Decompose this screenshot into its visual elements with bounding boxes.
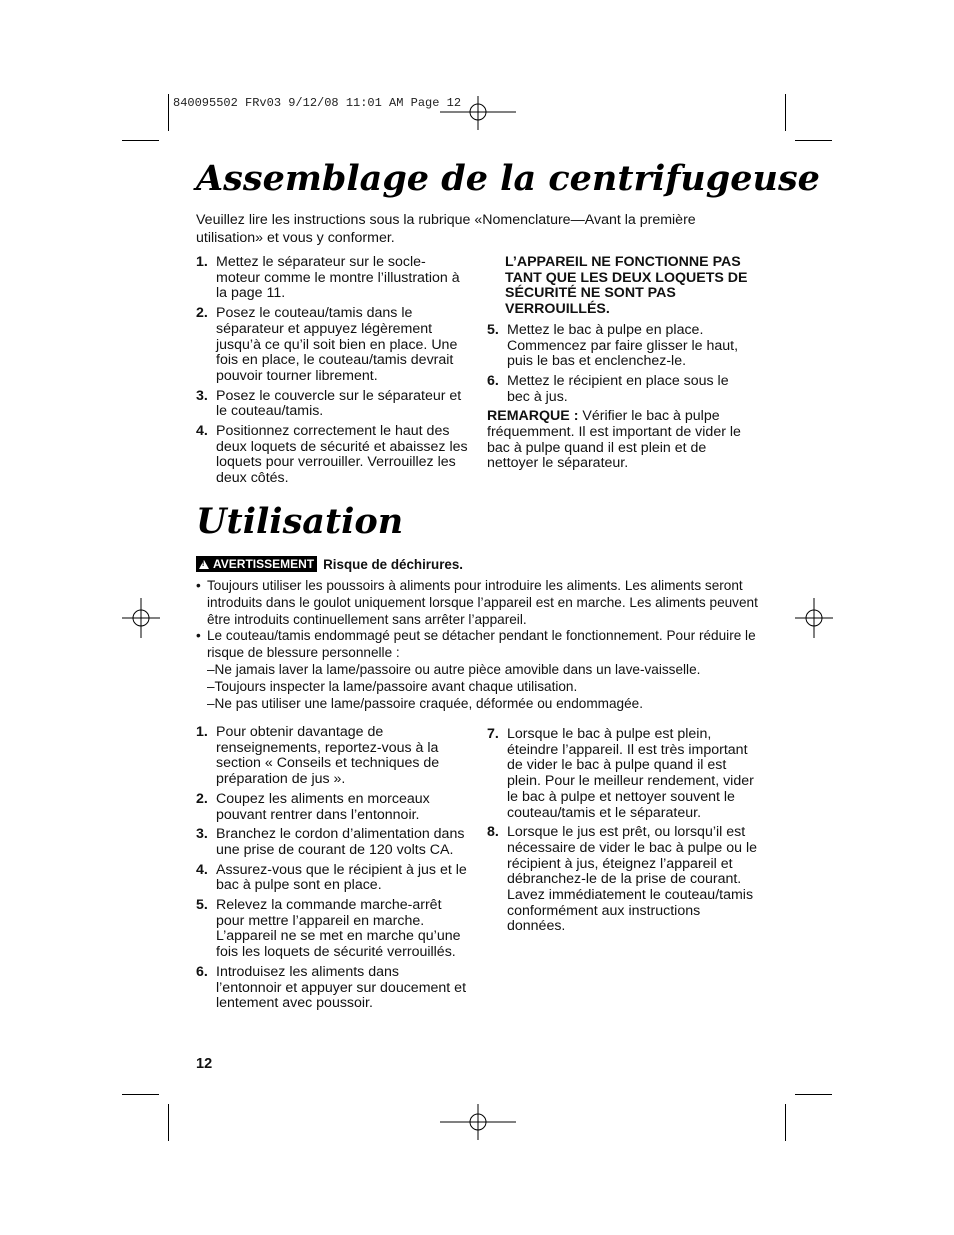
step-item <box>196 306 468 385</box>
step-number: 3. <box>196 387 208 404</box>
usage-steps-right <box>487 727 759 939</box>
bullet-dot-icon: • <box>196 578 201 593</box>
step-number: 2. <box>196 305 208 322</box>
step-number: 8. <box>487 824 499 841</box>
step-number: 1. <box>196 254 208 270</box>
registration-mark-icon <box>440 1104 516 1140</box>
page-number: 12 <box>196 1056 213 1072</box>
step-item <box>196 424 468 487</box>
step-number: 4. <box>196 861 208 878</box>
note-label: REMARQUE : <box>487 408 579 425</box>
step-number: 6. <box>196 963 208 980</box>
warning-bullets <box>196 578 766 712</box>
crop-mark <box>168 94 169 131</box>
crop-mark <box>795 1094 832 1095</box>
step-text: Posez le couteau/tamis dans le séparateur et appuyez légèrement jusqu’à ce qu’il soit bien en place. Une fois en place, le couteau/tamis devrait pouvoir tourner librement. <box>216 305 458 384</box>
step-text: Mettez le séparateur sur le socle-moteur comme le montre l’illustration à la page 11. <box>216 254 460 302</box>
step-text: Relevez la commande marche-arrêt pour mettre l’appareil en marche. L’appareil ne se met en marche qu’une fois les loquets de sécurité verrouillés. <box>216 897 461 961</box>
step-item <box>196 898 468 961</box>
bullet-item <box>196 578 766 628</box>
warning-row <box>196 556 463 572</box>
step-number: 7. <box>487 726 499 742</box>
step-item <box>487 374 752 405</box>
warning-triangle-icon <box>199 560 209 569</box>
step-text: Assurez-vous que le récipient à jus et le bac à pulpe sont en place. <box>216 861 467 894</box>
note-paragraph <box>487 409 752 472</box>
usage-steps-left <box>196 725 468 1016</box>
step-text: Branchez le cordon d’alimentation dans une prise de courant de 120 volts CA. <box>216 826 465 858</box>
bullet-subline: –Toujours inspecter la lame/passoire avant chaque utilisation. <box>207 678 578 694</box>
safety-notice: L’APPAREIL NE FONCTIONNE PAS TANT QUE LES DEUX LOQUETS DE SÉCURITÉ NE SONT PAS VERROUILLÉS. <box>505 254 748 318</box>
step-text: Lorsque le jus est prêt, ou lorsqu’il est nécessaire de vider le bac à pulpe ou le récipient à jus, éteignez l’appareil et débranchez-le de la prise de courant. Lavez immédiatement le couteau/tamis conformément aux instructions données. <box>507 824 758 935</box>
step-item <box>196 255 468 302</box>
step-item <box>487 323 752 370</box>
assembly-steps-right <box>487 255 752 472</box>
section-title-utilisation: Utilisation <box>196 501 404 542</box>
step-text: Mettez le bac à pulpe en place. Commencez par faire glisser le haut, puis le bas et enclenchez-le. <box>507 321 739 370</box>
step-item <box>196 827 468 858</box>
crop-mark <box>122 1094 159 1095</box>
warning-badge-label: AVERTISSEMENT <box>213 557 315 572</box>
print-slug: 840095502 FRv03 9/12/08 11:01 AM Page 12 <box>173 96 462 110</box>
step-number: 5. <box>487 321 499 338</box>
crop-mark <box>122 140 159 141</box>
registration-mark-icon <box>795 598 833 638</box>
step-text: Lorsque le bac à pulpe est plein, éteindre l’appareil. Il est très important de vider le bac à pulpe quand il est plein. Pour le meilleur rendement, vider le bac à pulpe et nettoyer souvent le couteau/tamis et le séparateur. <box>507 726 754 821</box>
crop-mark <box>795 140 832 141</box>
intro-paragraph: Veuillez lire les instructions sous la rubrique «Nomenclature—Avant la première utilisation» et vous y conformer. <box>196 212 696 246</box>
step-text: Posez le couvercle sur le séparateur et le couteau/tamis. <box>216 387 462 420</box>
step-item <box>196 863 468 894</box>
crop-mark <box>785 1104 786 1141</box>
step-text: Mettez le récipient en place sous le bec à jus. <box>507 372 729 405</box>
registration-mark-icon <box>122 598 160 638</box>
bullet-subline: –Ne pas utiliser une lame/passoire craquée, déformée ou endommagée. <box>207 695 644 711</box>
crop-mark <box>785 94 786 131</box>
bullet-dot-icon: • <box>196 628 201 644</box>
warning-text: Risque de déchirures. <box>323 556 464 572</box>
bullet-text: Le couteau/tamis endommagé peut se détacher pendant le fonctionnement. Pour réduire le risque de blessure personnelle : <box>207 628 756 661</box>
step-text: Coupez les aliments en morceaux pouvant rentrer dans l’entonnoir. <box>216 790 430 823</box>
step-text: Introduisez les aliments dans l’entonnoir et appuyer sur doucement et lentement avec poussoir. <box>216 963 467 1012</box>
bullet-text: Toujours utiliser les poussoirs à aliments pour introduire les aliments. Les aliments seront introduits dans le goulot uniquement lorsque l’appareil est en marche. Les aliments peuvent être introduits continuellement sans arrêter l’appareil. <box>207 578 758 627</box>
step-item <box>487 825 759 935</box>
bullet-item <box>196 628 766 712</box>
step-item <box>196 389 468 420</box>
warning-badge <box>196 556 317 572</box>
step-text: Positionnez correctement le haut des deux loquets de sécurité et abaissez les loquets pour verrouiller. Verrouillez les deux côtés. <box>216 423 468 487</box>
step-item <box>487 727 759 821</box>
step-item <box>196 725 468 788</box>
step-number: 5. <box>196 897 208 914</box>
registration-mark-icon <box>440 96 516 132</box>
step-number: 4. <box>196 423 208 440</box>
crop-mark <box>168 1104 169 1141</box>
step-number: 3. <box>196 826 208 843</box>
bullet-subline: –Ne jamais laver la lame/passoire ou autre pièce amovible dans un lave-vaisselle. <box>207 661 701 677</box>
step-number: 2. <box>196 790 208 807</box>
step-item <box>196 965 468 1012</box>
note-text: Vérifier le bac à pulpe fréquemment. Il est important de vider le bac à pulpe quand il est plein et de nettoyer le séparateur. <box>487 408 741 472</box>
section-title-assemblage: Assemblage de la centrifugeuse <box>196 158 820 199</box>
step-number: 1. <box>196 724 208 740</box>
assembly-steps-left <box>196 255 468 491</box>
step-text: Pour obtenir davantage de renseignements, reportez-vous à la section « Conseils et techniques de préparation de jus ». <box>216 724 440 788</box>
step-number: 6. <box>487 372 499 389</box>
step-item <box>196 792 468 823</box>
